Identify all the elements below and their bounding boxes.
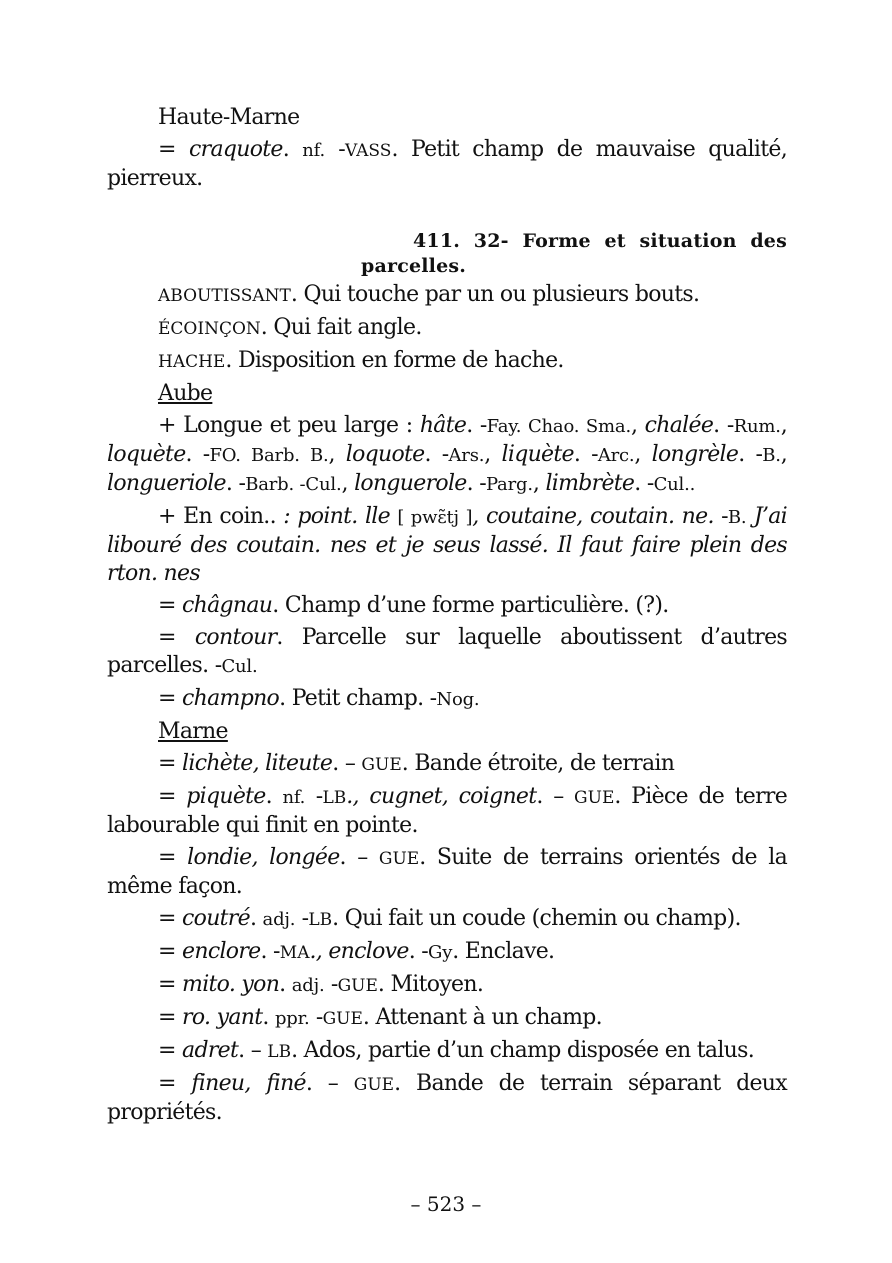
entry-text: . - [466, 413, 487, 438]
entry-text: = [158, 625, 195, 650]
entry-text: . Qui fait angle. [260, 315, 422, 340]
headword-italic: ro. yant [182, 1005, 263, 1030]
entry-text: - [305, 784, 323, 809]
entry-text: . - [424, 442, 449, 467]
entry-text: . Enclave. [452, 939, 555, 964]
headword-italic: adret [182, 1038, 239, 1063]
headword-italic: hâte [419, 413, 467, 438]
entry-text: . Attenant à un champ. [362, 1005, 602, 1030]
locality-abbrev: Rum. [733, 416, 781, 437]
entry-text: . – [536, 784, 575, 809]
entry-text: . [282, 137, 303, 162]
entry-text: = [158, 686, 183, 711]
headword-italic: contour [194, 625, 277, 650]
headword-italic: lichète, liteute [182, 751, 333, 776]
locality-abbrev: Nog. [436, 689, 480, 710]
entry-text: . - [713, 413, 734, 438]
locality-abbrev: ppr. [274, 1008, 310, 1029]
entry-text: . [249, 906, 263, 931]
dictionary-entry [107, 783, 787, 840]
headword-italic: liquète [501, 442, 574, 467]
headword-italic: ., cugnet, coignet [346, 784, 537, 809]
headword-italic: loquote [345, 442, 425, 467]
headword-italic: J’ai libouré des coutain. nes et je seus lassé. Il faut faire plein des rton. nes [107, 504, 787, 586]
region-heading [107, 104, 787, 132]
headword-italic: mito. yon [182, 972, 280, 997]
source-abbrev: LB [322, 788, 347, 808]
headword-italic: chalée [644, 413, 714, 438]
entry-text: . Suite de terrains orientés de la même façon. [107, 845, 787, 899]
entry-text: = [158, 784, 187, 809]
dictionary-entry [107, 844, 787, 901]
entry-text: . - [738, 442, 763, 467]
entry-text: . - [466, 471, 486, 496]
entry-text: , [780, 413, 788, 438]
source-abbrev: ABOUTISSANT [158, 286, 291, 306]
entry-text: , [328, 442, 346, 467]
region-heading [107, 718, 787, 746]
entry-text: - [295, 906, 309, 931]
locality-abbrev: Cul.. [653, 474, 696, 495]
dictionary-entry [107, 412, 787, 499]
entry-text: . – [332, 751, 362, 776]
headword-italic: piquète [186, 784, 266, 809]
entry-text: Haute-Marne [158, 105, 300, 130]
source-abbrev: GUE [337, 976, 378, 996]
source-abbrev: VASS [345, 141, 392, 161]
locality-abbrev: Gy [428, 942, 453, 963]
dictionary-entry [107, 592, 787, 620]
entry-text: = [158, 1038, 183, 1063]
headword-italic: châgnau [182, 593, 273, 618]
source-abbrev: GUE [378, 849, 420, 869]
entry-text: . [279, 972, 292, 997]
headword-italic: craquote [189, 137, 283, 162]
headword-italic: longueriole [107, 471, 226, 496]
entry-text: . Qui touche par un ou plusieurs bouts. [290, 282, 700, 307]
locality-abbrev: [ pwɛ̃tj ] [397, 507, 473, 528]
entry-text: = [158, 845, 188, 870]
page-body [107, 104, 787, 1131]
entry-text: , [532, 471, 546, 496]
headword-italic: enclore [182, 939, 261, 964]
entry-text: = [158, 593, 183, 618]
entry-text: = [158, 751, 183, 776]
headword-italic: londie, longée [187, 845, 340, 870]
locality-abbrev: B. [762, 445, 781, 466]
headword-italic: loquète [107, 442, 186, 467]
source-abbrev: HACHE [158, 352, 226, 372]
locality-abbrev: Barb. -Cul. [245, 474, 342, 495]
entry-text: - [713, 504, 728, 529]
locality-abbrev: FO. Barb. B. [209, 445, 329, 466]
entry-text: . Parcelle sur laquelle aboutissent d’autres parcelles. - [107, 625, 787, 678]
section-spacer [107, 197, 787, 229]
dictionary-entry [107, 281, 787, 310]
dictionary-entry [107, 1004, 787, 1033]
entry-text: . [262, 1005, 275, 1030]
section-heading-line: parcelles. [361, 255, 467, 277]
dictionary-entry [107, 503, 787, 588]
entry-text: = [158, 906, 183, 931]
dictionary-entry [107, 685, 787, 714]
entry-text: = [158, 137, 189, 162]
entry-text: . Bande de terrain séparant deux propriétés. [107, 1071, 787, 1125]
entry-text: , [630, 413, 645, 438]
entry-text: Aube [158, 381, 213, 406]
locality-abbrev: Arc. [597, 445, 635, 466]
entry-text: = [158, 939, 183, 964]
entry-text: . - [225, 471, 246, 496]
dictionary-entry [107, 136, 787, 193]
entry-text: . [265, 784, 283, 809]
locality-abbrev: Ars. [448, 445, 485, 466]
source-abbrev: LB [267, 1042, 292, 1062]
entry-text: . - [634, 471, 654, 496]
entry-text: . - [408, 939, 429, 964]
section-heading [361, 229, 787, 279]
entry-text [746, 504, 753, 529]
entry-text: , [780, 442, 788, 467]
dictionary-entry [107, 314, 787, 343]
dictionary-entry [107, 347, 787, 376]
entry-text: - [325, 137, 346, 162]
entry-text: . Mitoyen. [377, 972, 484, 997]
entry-text: . - [185, 442, 210, 467]
dictionary-entry [107, 1037, 787, 1066]
headword-italic: coutré [182, 906, 250, 931]
entry-text: = [158, 972, 183, 997]
entry-text: + Longue et peu large : [158, 413, 420, 438]
headword-italic: champno [182, 686, 280, 711]
entry-text: , [341, 471, 355, 496]
source-abbrev: MA [279, 943, 310, 963]
source-abbrev: GUE [361, 755, 402, 775]
entry-text: . – [238, 1038, 268, 1063]
source-abbrev: GUE [322, 1009, 363, 1029]
entry-text: , [634, 442, 652, 467]
dictionary-entry [107, 971, 787, 1000]
entry-text: . Qui fait un coude (chemin ou champ). [332, 906, 741, 931]
entry-text: = [158, 1005, 183, 1030]
entry-text: . Petit champ de mauvaise qualité, pierreux. [107, 137, 787, 191]
section-heading-line: 411. 32- Forme et situation des [413, 230, 787, 252]
locality-abbrev: B. [727, 507, 747, 528]
entry-text: . Petit champ. - [279, 686, 437, 711]
entry-text: + En coin.. [158, 504, 284, 529]
headword-italic: , coutaine, coutain. ne. [472, 504, 714, 529]
headword-italic: : point. lle [283, 504, 390, 529]
locality-abbrev: nf. [302, 140, 326, 161]
entry-text: Marne [158, 719, 228, 744]
locality-abbrev: Parg. [485, 474, 533, 495]
page-number: – 523 – [410, 1192, 482, 1216]
entry-text: . – [339, 845, 379, 870]
source-abbrev: GUE [353, 1075, 395, 1095]
dictionary-entry [107, 624, 787, 681]
locality-abbrev: adj. [291, 975, 325, 996]
source-abbrev: GUE [574, 788, 615, 808]
entry-text: . Ados, partie d’un champ disposée en talus. [291, 1038, 755, 1063]
entry-text: - [309, 1005, 323, 1030]
source-abbrev: LB [308, 910, 333, 930]
headword-italic: ., enclove [309, 939, 409, 964]
entry-text: . - [260, 939, 280, 964]
entry-text: . - [573, 442, 598, 467]
dictionary-entry [107, 1070, 787, 1127]
dictionary-entry [107, 905, 787, 934]
entry-text: - [324, 972, 338, 997]
locality-abbrev: Fay. Chao. Sma. [486, 416, 631, 437]
locality-abbrev: nf. [282, 787, 306, 808]
entry-text: . Bande étroite, de terrain [401, 751, 675, 776]
entry-text: = [158, 1071, 192, 1096]
entry-text: . Disposition en forme de hache. [225, 348, 564, 373]
headword-italic: longuerole [354, 471, 467, 496]
locality-abbrev: adj. [262, 909, 296, 930]
dictionary-entry [107, 750, 787, 779]
entry-text: . Champ d’une forme particulière. (?). [272, 593, 669, 618]
entry-text: . Pièce de terre labourable qui finit en pointe. [107, 784, 788, 838]
region-heading [107, 380, 787, 408]
headword-italic: limbrète [545, 471, 635, 496]
dictionary-entry [107, 938, 787, 967]
locality-abbrev: Cul. [221, 656, 258, 677]
entry-text: , [484, 442, 502, 467]
headword-italic: fineu, finé [191, 1071, 306, 1096]
headword-italic: longrèle [651, 442, 739, 467]
entry-text: . – [305, 1071, 354, 1096]
source-abbrev: ÉCOINÇON [158, 319, 261, 339]
